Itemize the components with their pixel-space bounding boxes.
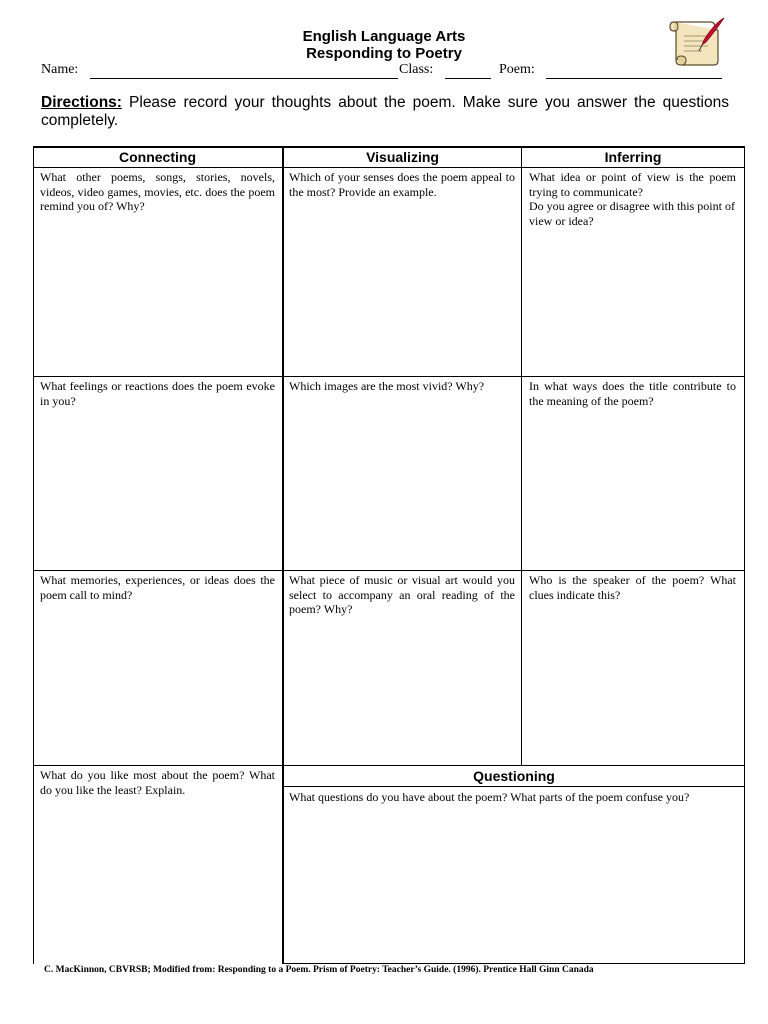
visualizing-question-2: Which images are the most vivid? Why? <box>289 379 485 393</box>
questioning-question-1: What questions do you have about the poem? What parts of the poem confuse you? <box>289 790 690 804</box>
inferring-question-1b: Do you agree or disagree with this point of view or idea? <box>529 199 735 228</box>
questioning-header-divider <box>283 786 745 787</box>
grid-bottom-border <box>283 963 745 964</box>
citation-footer: C. MacKinnon, CBVRSB; Modified from: Responding to a Poem. Prism of Poetry: Teacher’s Guide. (1996). Prentice Hall Ginn Canada <box>44 965 594 975</box>
class-blank[interactable] <box>445 78 491 79</box>
column-header-questioning: Questioning <box>473 768 555 784</box>
visualizing-question-1: Which of your senses does the poem appeal to the most? Provide an example. <box>289 170 515 199</box>
response-grid <box>33 146 745 964</box>
poem-label: Poem: <box>499 62 535 77</box>
directions-text: Please record your thoughts about the poem. Make sure you answer the questions completely. <box>41 94 729 129</box>
directions-label: Directions: <box>41 94 122 111</box>
grid-left-border <box>33 146 34 964</box>
poem-blank[interactable] <box>546 78 722 79</box>
column-divider <box>282 146 284 964</box>
inferring-question-3: Who is the speaker of the poem? What clues indicate this? <box>529 573 736 602</box>
grid-right-border <box>744 146 745 964</box>
inferring-question-2: In what ways does the title contribute to the meaning of the poem? <box>529 379 736 408</box>
student-info-line <box>41 62 731 82</box>
worksheet-subtitle: Responding to Poetry <box>306 45 462 62</box>
class-label: Class: <box>399 62 434 77</box>
worksheet-title: English Language Arts <box>302 28 466 45</box>
column-header-visualizing: Visualizing <box>366 149 439 165</box>
inferring-question-1a: What idea or point of view is the poem trying to communicate? <box>529 170 736 199</box>
column-divider <box>521 146 522 766</box>
visualizing-question-3: What piece of music or visual art would you select to accompany an oral reading of the poem? Why? <box>289 573 515 616</box>
header-divider <box>33 167 745 168</box>
connecting-question-1: What other poems, songs, stories, novels, videos, video games, movies, etc. does the poem remind you of? Why? <box>40 170 275 213</box>
connecting-question-2: What feelings or reactions does the poem evoke in you? <box>40 379 275 408</box>
column-header-connecting: Connecting <box>119 149 196 165</box>
name-blank[interactable] <box>90 78 398 79</box>
column-header-inferring: Inferring <box>604 149 662 165</box>
name-label: Name: <box>41 62 79 77</box>
directions <box>41 94 729 130</box>
row-divider <box>33 570 745 571</box>
connecting-question-4: What do you like most about the poem? What do you like the least? Explain. <box>40 768 275 797</box>
connecting-question-3: What memories, experiences, or ideas does the poem call to mind? <box>40 573 275 602</box>
inferring-question-1 <box>529 170 736 228</box>
row-divider <box>33 376 745 377</box>
